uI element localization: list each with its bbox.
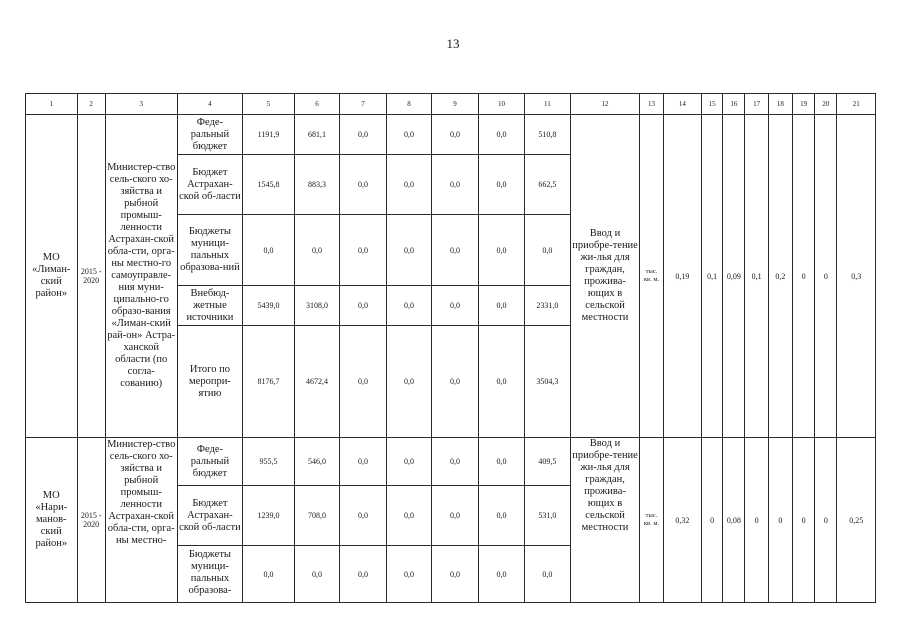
column-number: 11 (525, 94, 570, 115)
value-cell: 510,8 (525, 115, 570, 155)
value-cell: 0,0 (294, 215, 339, 286)
municipality-cell: МО «Лиман-ский район» (26, 115, 78, 438)
indicator-value-cell: 0 (792, 115, 814, 438)
value-cell: 0,0 (386, 286, 431, 326)
header-row (26, 94, 876, 115)
value-cell: 0,0 (432, 115, 478, 155)
municipality-cell: МО «Нари-манов-ский район» (26, 438, 78, 603)
value-cell: 0,0 (386, 155, 431, 215)
value-cell: 0,0 (340, 155, 386, 215)
years-cell: 2015 - 2020 (77, 115, 105, 438)
column-number: 12 (570, 94, 640, 115)
funding-source-cell: Бюджет Астрахан-ской об-ласти (177, 155, 243, 215)
value-cell: 0,0 (386, 326, 431, 438)
table-row (26, 438, 876, 486)
column-number: 19 (792, 94, 814, 115)
indicator-value-cell: 0,1 (702, 115, 723, 438)
column-number: 1 (26, 94, 78, 115)
column-number: 8 (386, 94, 431, 115)
column-number: 14 (663, 94, 701, 115)
value-cell: 0,0 (386, 486, 431, 546)
value-cell: 0,0 (340, 546, 386, 603)
value-cell: 0,0 (340, 326, 386, 438)
indicator-value-cell: 0,32 (663, 438, 701, 603)
value-cell: 0,0 (340, 286, 386, 326)
funding-source-cell: Бюджеты муници-пальных образова- (177, 546, 243, 603)
indicator-value-cell: 0,1 (745, 115, 768, 438)
value-cell: 4672,4 (294, 326, 339, 438)
funding-source-cell: Бюджет Астрахан-ской об-ласти (177, 486, 243, 546)
value-cell: 0,0 (525, 215, 570, 286)
indicator-value-cell: 0 (815, 438, 837, 603)
value-cell: 5439,0 (243, 286, 295, 326)
value-cell: 0,0 (243, 546, 295, 603)
value-cell: 0,0 (478, 546, 524, 603)
value-cell: 0,0 (243, 215, 295, 286)
value-cell: 0,0 (478, 155, 524, 215)
indicator-value-cell: 0,19 (663, 115, 701, 438)
value-cell: 955,5 (243, 438, 295, 486)
value-cell: 2331,0 (525, 286, 570, 326)
value-cell: 0,0 (432, 546, 478, 603)
indicator-value-cell: 0,09 (723, 115, 745, 438)
value-cell: 0,0 (386, 215, 431, 286)
value-cell: 0,0 (432, 286, 478, 326)
value-cell: 0,0 (432, 486, 478, 546)
indicator-value-cell: 0 (815, 115, 837, 438)
indicator-value-cell: 0,2 (768, 115, 792, 438)
value-cell: 0,0 (525, 546, 570, 603)
responsible-cell: Министер-ство сель-ского хо-зяйства и рыбной промыш-ленности Астрахан-ской обла-сти, орга-ны местно-го самоуправле-ния муни-ципально-го образо-вания «Лиман-ский рай-он» Астра-ханской области (по согла-сованию) (105, 115, 177, 438)
funding-source-cell: Итого по меропри-ятию (177, 326, 243, 438)
value-cell: 3108,0 (294, 286, 339, 326)
value-cell: 0,0 (386, 546, 431, 603)
responsible-cell: Министер-ство сель-ского хо-зяйства и рыбной промыш-ленности Астрахан-ской обла-сти, орга-ны местно- (105, 438, 177, 603)
indicator-value-cell: 0 (745, 438, 768, 603)
value-cell: 409,5 (525, 438, 570, 486)
indicator-value-cell: 0 (768, 438, 792, 603)
column-number: 9 (432, 94, 478, 115)
value-cell: 681,1 (294, 115, 339, 155)
column-number: 10 (478, 94, 524, 115)
indicator-value-cell: 0,25 (837, 438, 876, 603)
funding-source-cell: Феде-ральный бюджет (177, 438, 243, 486)
budget-table (25, 93, 876, 603)
indicator-value-cell: 0 (702, 438, 723, 603)
column-number: 6 (294, 94, 339, 115)
column-number: 3 (105, 94, 177, 115)
value-cell: 546,0 (294, 438, 339, 486)
value-cell: 0,0 (432, 326, 478, 438)
value-cell: 531,0 (525, 486, 570, 546)
value-cell: 662,5 (525, 155, 570, 215)
indicator-value-cell: 0,08 (723, 438, 745, 603)
column-number: 15 (702, 94, 723, 115)
value-cell: 0,0 (478, 326, 524, 438)
value-cell: 883,3 (294, 155, 339, 215)
value-cell: 0,0 (432, 155, 478, 215)
column-number: 2 (77, 94, 105, 115)
value-cell: 0,0 (478, 286, 524, 326)
value-cell: 1545,8 (243, 155, 295, 215)
value-cell: 8176,7 (243, 326, 295, 438)
value-cell: 0,0 (478, 115, 524, 155)
column-number: 17 (745, 94, 768, 115)
column-number: 16 (723, 94, 745, 115)
value-cell: 0,0 (294, 546, 339, 603)
column-number: 7 (340, 94, 386, 115)
value-cell: 3504,3 (525, 326, 570, 438)
column-number: 18 (768, 94, 792, 115)
column-number: 13 (640, 94, 663, 115)
value-cell: 1191,9 (243, 115, 295, 155)
indicator-cell: Ввод и приобре-тение жи-лья для граждан, прожива-ющих в сельской местности (570, 438, 640, 603)
value-cell: 0,0 (478, 438, 524, 486)
value-cell: 0,0 (340, 115, 386, 155)
indicator-cell: Ввод и приобре-тение жи-лья для граждан, прожива-ющих в сельской местности (570, 115, 640, 438)
column-number: 20 (815, 94, 837, 115)
column-number: 4 (177, 94, 243, 115)
value-cell: 1239,0 (243, 486, 295, 546)
indicator-value-cell: 0 (792, 438, 814, 603)
years-cell: 2015 - 2020 (77, 438, 105, 603)
value-cell: 0,0 (432, 215, 478, 286)
value-cell: 0,0 (432, 438, 478, 486)
value-cell: 0,0 (340, 215, 386, 286)
value-cell: 0,0 (478, 215, 524, 286)
funding-source-cell: Бюджеты муници-пальных образова-ний (177, 215, 243, 286)
column-number: 21 (837, 94, 876, 115)
page-number: 13 (446, 36, 460, 51)
indicator-value-cell: 0,3 (837, 115, 876, 438)
value-cell: 0,0 (386, 115, 431, 155)
value-cell: 708,0 (294, 486, 339, 546)
funding-source-cell: Внебюд-жетные источники (177, 286, 243, 326)
value-cell: 0,0 (340, 438, 386, 486)
unit-cell: тыс. кв. м. (640, 438, 663, 603)
unit-cell: тыс. кв. м. (640, 115, 663, 438)
funding-source-cell: Феде-ральный бюджет (177, 115, 243, 155)
value-cell: 0,0 (386, 438, 431, 486)
value-cell: 0,0 (340, 486, 386, 546)
value-cell: 0,0 (478, 486, 524, 546)
column-number: 5 (243, 94, 295, 115)
table-row (26, 115, 876, 155)
